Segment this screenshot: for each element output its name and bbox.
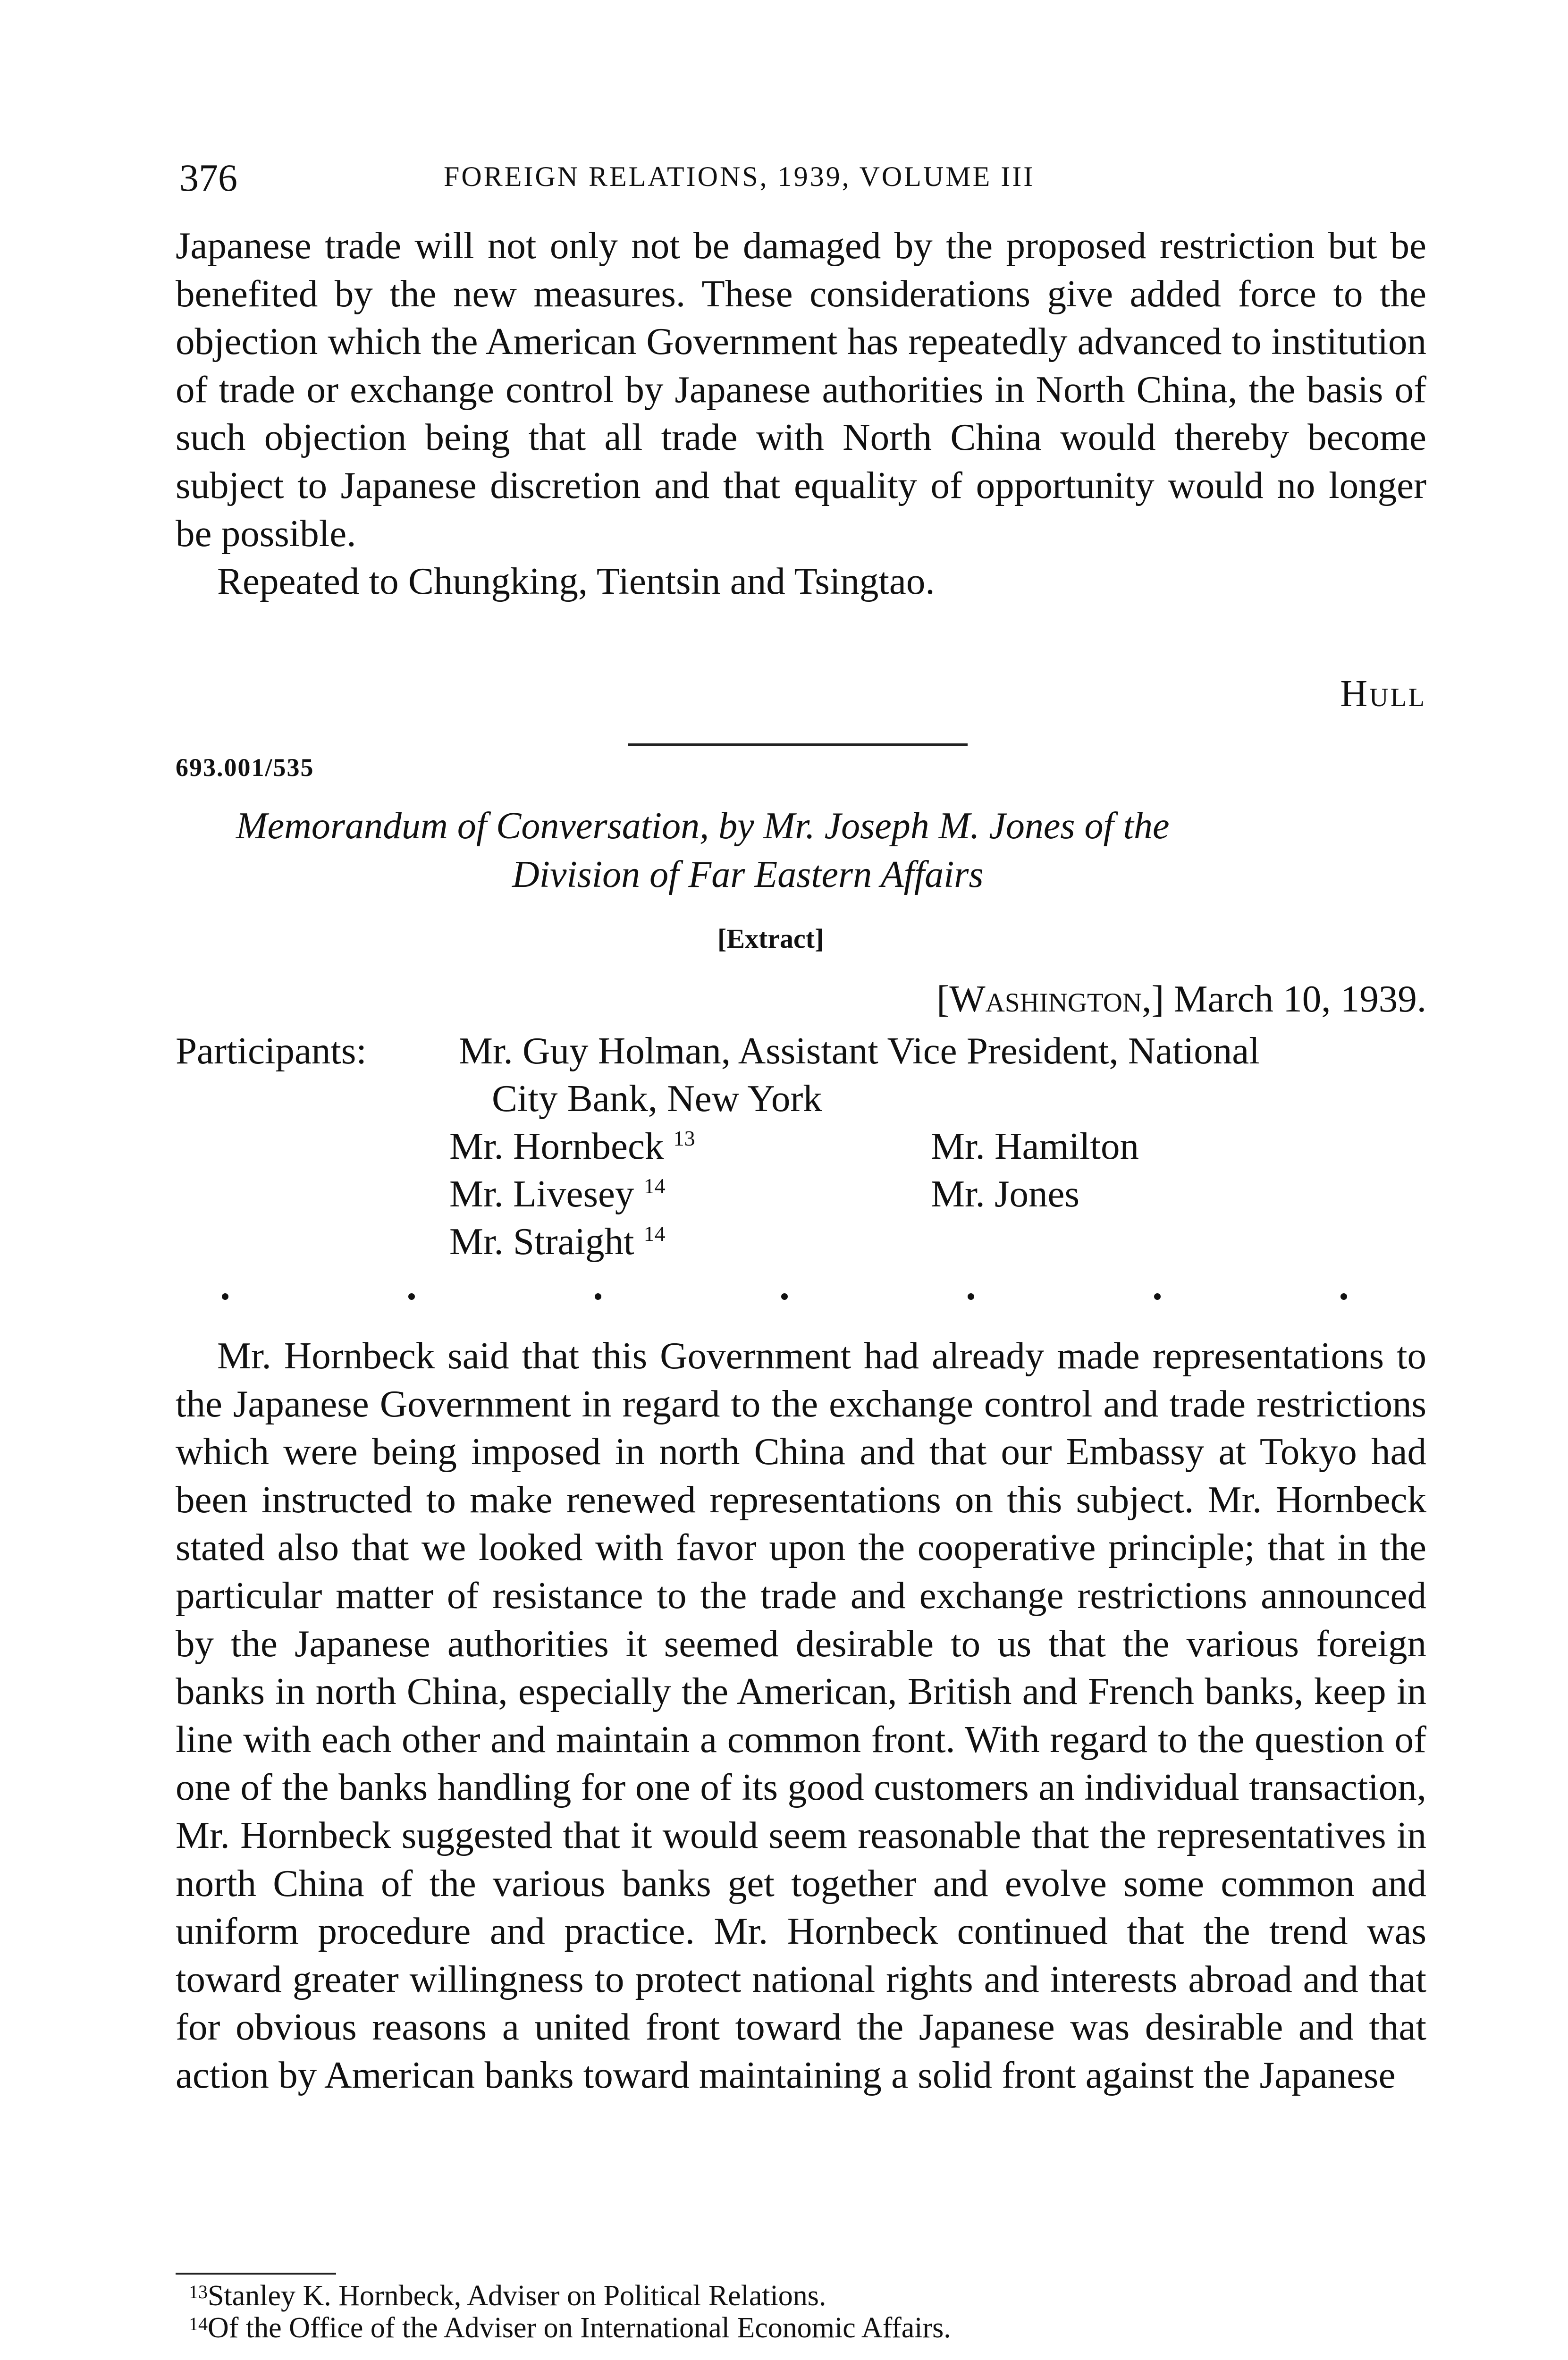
telegram-paragraph: Japanese trade will not only not be damaged by the proposed restriction but be benefited by the new measures. These considerations give added force to the objection which the American Government has repeatedly advanced to institution of trade or exchange control by Japanese authorities in North China, the basis of such objection being that all trade with North China would thereby become subject to Japanese discretion and that equality of opportunity would no longer be possible. xyxy=(176,224,1426,555)
memorandum-title-line-1: Memorandum of Conversation, by Mr. Joseph M. Jones of the xyxy=(236,805,1170,847)
ellipsis-dot xyxy=(1154,1293,1161,1300)
ellipsis-dot xyxy=(222,1293,228,1300)
memorandum-title-line-2: Division of Far Eastern Affairs xyxy=(512,854,984,895)
file-number: 693.001/535 xyxy=(176,753,314,782)
memorandum-body-paragraph: Mr. Hornbeck said that this Government had already made representations to the Japanese Government in regard to the exchange control and trade restrictions which were being imposed in north China and that our Embassy at Tokyo had been instructed to make renewed representations on this subject. Mr. Hornbeck stated also that we looked with favor upon the cooperative principle; that in the particular matter of resistance to the trade and exchange restrictions announced by the Japanese authorities it seemed desirable to us that the various foreign banks in north China, especially the American, British and French banks, keep in line with each other and maintain a common front. With regard to the question of one of the banks handling for one of its good customers an individual transaction, Mr. Hornbeck suggested that it would seem reasonable that the representatives in north China of the various banks get together and evolve some common and uniform procedure and practice. Mr. Hornbeck continued that the trend was toward greater willingness to protect national rights and interests abroad and that for obvious reasons a united front toward the Japanese was desirable and that action by American banks toward maintaining a solid front against the Japanese xyxy=(176,1334,1426,2096)
participant-holman-line-2: City Bank, New York xyxy=(492,1077,822,1120)
participants-label: Participants: xyxy=(176,1029,367,1072)
repeated-note: Repeated to Chungking, Tientsin and Tsingtao. xyxy=(217,560,935,603)
dateline-date: March 10, 1939. xyxy=(1173,978,1426,1020)
participant-hornbeck: Mr. Hornbeck $^{13}$ xyxy=(449,1125,695,1167)
footnote-ref-13: 13 xyxy=(673,1126,695,1150)
page-number: 376 xyxy=(179,156,237,199)
extract-tag: [Extract] xyxy=(717,923,824,954)
telegram-closing-text xyxy=(176,222,1426,606)
ellipsis-dot xyxy=(1340,1293,1347,1300)
footnote-rule xyxy=(176,2273,336,2275)
ellipsis-dot xyxy=(408,1293,415,1300)
footnote-ref-14: 14 xyxy=(643,1174,666,1198)
section-divider xyxy=(628,743,968,746)
running-title: FOREIGN RELATIONS, 1939, VOLUME III xyxy=(444,161,1035,192)
participant-jones: Mr. Jones xyxy=(931,1172,1080,1215)
dateline-place: [Washington,] xyxy=(936,978,1164,1020)
omission-ellipsis xyxy=(222,1293,1350,1312)
participant-straight: Mr. Straight $^{14}$ xyxy=(449,1220,666,1263)
participant-holman-line-1: Mr. Guy Holman, Assistant Vice President, National xyxy=(459,1029,1260,1072)
ellipsis-dot xyxy=(595,1293,601,1300)
participant-hamilton: Mr. Hamilton xyxy=(931,1125,1139,1167)
running-head xyxy=(179,156,1425,208)
footnotes xyxy=(189,2280,1416,2344)
footnote-text: Of the Office of the Adviser on International Economic Affairs. xyxy=(208,2312,951,2344)
footnote-text: Stanley K. Hornbeck, Adviser on Political Relations. xyxy=(208,2280,826,2312)
ellipsis-dot xyxy=(968,1293,974,1300)
ellipsis-dot xyxy=(781,1293,788,1300)
participant-livesey: Mr. Livesey $^{14}$ xyxy=(449,1172,666,1215)
dateline xyxy=(936,977,1426,1021)
footnote-14: 14 Of the Office of the Adviser on International Economic Affairs. xyxy=(189,2312,951,2344)
signature-hull: Hull xyxy=(1340,673,1426,715)
footnote-13: 13 Stanley K. Hornbeck, Adviser on Political Relations. xyxy=(189,2280,826,2312)
footnote-ref-14-second: 14 xyxy=(643,1222,666,1246)
